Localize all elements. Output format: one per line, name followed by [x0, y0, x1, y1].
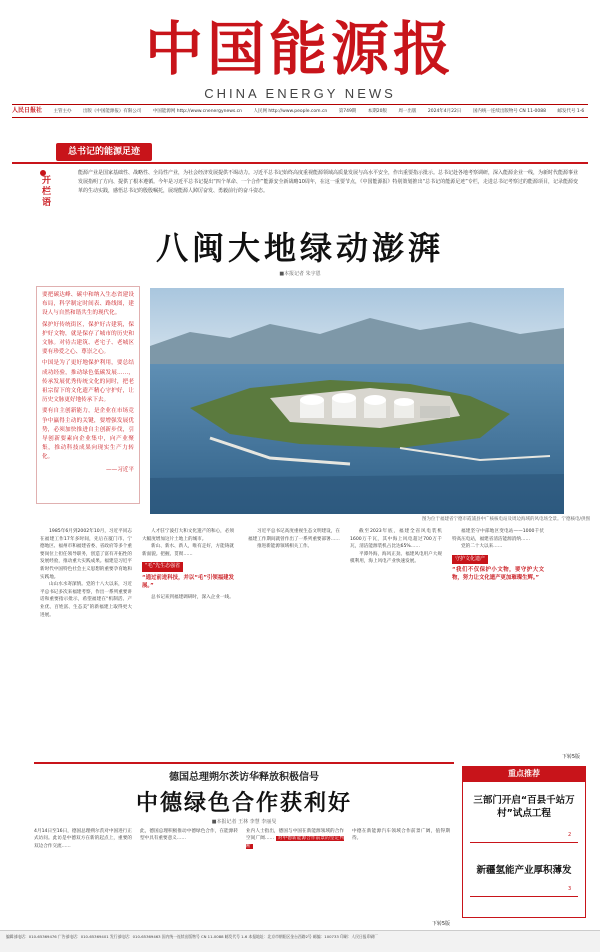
article-column-1 [40, 528, 132, 754]
pull-quote-tag: 守护文化遗产 [452, 555, 488, 565]
paragraph: 平潭外海，海风正劲。福建风电用户大规模利用，海上风电产业快速发展。 [350, 551, 442, 565]
info-item: 邮发代号 1-6 [557, 109, 585, 114]
quote-paragraph: 中国是为了更好地保护利用，要总结成功经验，推动绿色低碳发展……，传承发展优秀传统文化的同时，把老祖宗留下的文化遗产精心守护好，让历史文脉更好地传承下去。 [42, 360, 134, 404]
footer-info: 编辑部电话：010-65369476 广告部电话：010-65369401 发行部电话：010-65369463 国内统一连续出版物号 CN 11-0088 邮发代号 1-6 本报地址：北京市朝阳区金台西路2号 邮编：100733 印刷：人民日报印刷厂 [0, 930, 600, 952]
divider [34, 762, 454, 764]
paragraph: 业内人士指出，德国与中国在新能源领域的合作空间广阔…… [246, 829, 344, 842]
pull-quote-2 [452, 555, 544, 583]
pull-quote-text: “通过前进科技，并以“毛”引领福建发展。” [142, 574, 234, 589]
paragraph: 截至2023年底，福建全省风电装机1600万千瓦，其中海上风电超过700万千瓦，清洁能源装机占比达65%…… [350, 529, 442, 550]
newspaper-title: 中国能源报 [144, 15, 455, 83]
key-reading-page: 3 [568, 886, 572, 892]
article2-column-4: 中德在新能源汽车领域合作前景广阔，值得期待。 [352, 829, 450, 842]
info-item: 主管主办 [53, 109, 72, 114]
column-intro: 能源产业是国家基础性、战略性、全局性产业，为社会经济发展提供不竭动力。习近平总书记始终高度重视能源领域高质量发展与高水平安全，作出重要指示批示。总书记赴各地考察调研，深入能源企业一线，为新时代能源事业发展指明了方向、提供了根本遵循。今年是习近平总书记提出“四个革命、一个合作”能源安全新战略10周年，在这一重要节点，《中国能源报》特别策划推出“总书记的能源足迹”专栏，走进总书记考察过的能源项目，记录能源变革的生动实践，感悟总书记的殷殷嘱托，展现能源人踔厉奋发、勇毅前行的奋斗姿态。 [78, 170, 579, 194]
continued-link[interactable]: 下转5版 [431, 921, 450, 927]
article-headline: 八闽大地绿动澎湃 [155, 229, 444, 267]
paragraph: 新山、新水、新人，唯有走好，方能铸就新面貌。把握、贯彻…… [142, 544, 234, 557]
masthead-info-bar [12, 104, 588, 118]
photo-caption: 图为位于福建省宁德市霞浦县中广核核电站及周边海域的风电场全景。宁德核电/供图 [421, 517, 590, 522]
info-item: 第749期 [338, 109, 357, 114]
article2-byline: ■本报记者 王林 李慧 李丽旻 [211, 819, 277, 825]
paragraph: 山山水水寄深情。党的十八大以来，习近平总书记多次来福建考察，作出一系列重要讲话和重要指示批示，希望福建在“机制活、产业优、百姓富、生态美”的新福建上取得更大进展。 [40, 582, 132, 618]
paragraph: 福建坚守中部地区变电站——1000千伏特高压电站，福建省清洁能源消纳…… [452, 529, 544, 542]
info-item: 出版《中国能源报》有限公司 [82, 109, 142, 114]
paragraph: 习近平总书记高度重视生态文明建设，在福建工作期间就曾作出了一系列重要部署…… [248, 529, 340, 542]
key-reading-title: 重点推荐 [462, 766, 586, 782]
info-item: 2024年4月22日 [427, 109, 462, 114]
paragraph: 1985年6月到2002年10月，习近平同志在福建工作17年多时间，先后在厦门市、宁德地区、福州市和福建省委、省政府等多个重要岗位上担任领导职务，创造了富有开拓性的发展经验，推动重大实践成果。福建是习近平新时代中国特色社会主义思想的重要孕育地和实践地。 [40, 529, 132, 580]
divider [470, 842, 578, 843]
highlight-text: 对中德新能源合作前景的坚定判断 [246, 836, 344, 849]
paragraph: 推进新能源领域相关工作。 [257, 544, 313, 550]
quote-paragraph: 要有自主创新能力，是企业在市场竞争中赢得主动的关键，要增强发展优势，必须加快推进自主创新步伐，引导创新要素向企业集中，向产业聚集，推动科技成果向现实生产力转化。 [42, 408, 134, 461]
article2-column-3 [246, 828, 344, 918]
info-item: 周一出版 [398, 109, 417, 114]
article-byline: ■本报记者 朱宇恩 [279, 271, 321, 277]
pull-quote-1 [142, 562, 234, 590]
article-photo [150, 288, 564, 514]
article2-column-2: 此，德国总理积极推动中德绿色合作，在能源转型中具有重要意义…… [140, 829, 238, 842]
info-item: 本期20版 [367, 109, 387, 114]
article2-subheadline: 德国总理朔尔茨访华释放积极信号 [169, 772, 319, 783]
paragraph: 总书记来到福建调研时，深入企业一线。 [151, 594, 234, 600]
article-column-5 [452, 528, 544, 754]
nuclear-plant-aerial-photo [150, 288, 564, 514]
info-item: 国内统一连续出版物号 CN 11-0088 [472, 109, 547, 114]
paragraph: 党的二十大以来…… [461, 544, 503, 550]
opening-label: 开栏语 [42, 176, 52, 208]
divider [470, 896, 578, 897]
quote-paragraph: 保护好传统街区，保护好古建筑，保护好文物，就是保存了城市的历史和文脉。对待古建筑、老宅子、老城区要有珍爱之心、尊崇之心。 [42, 321, 134, 356]
quote-source: ——习近平 [106, 466, 134, 473]
key-reading-page: 2 [568, 832, 572, 838]
pull-quote-tag: “毛”先生态强省 [142, 562, 183, 572]
key-reading-item[interactable]: 三部门开启“百县千站万村”试点工程 [473, 795, 575, 819]
key-reading-item[interactable]: 新疆氢能产业厚积薄发 [476, 865, 572, 876]
article-column-2 [142, 528, 234, 754]
pull-quote-text: “我们不仅保护小文物，要守护大文物，努力让文化遗产更加璀璨生辉。” [452, 567, 544, 582]
info-item[interactable]: 中国能源网 http://www.cnenergynews.cn [152, 109, 243, 114]
people-daily-logo: 人民日报社 [12, 107, 43, 114]
quote-box [36, 286, 140, 504]
quote-paragraph: 要把碳达峰、碳中和纳入生态省建设布局，科学制定时间表、路线图，建设人与自然和谐共生的现代化。 [42, 292, 134, 317]
paragraph: 人才驻宁波打大和文化遗产的和心，必须大幅度增加这片土地上的城市。 [142, 529, 234, 542]
article2-column-1: 4月14日至16日，德国总理朔尔茨对中国进行正式访问。此访是中德双方在新的起点上，重要的双边合作交流…… [34, 829, 132, 849]
section-tag: 总书记的能源足迹 [56, 143, 152, 161]
info-item[interactable]: 人民网 http://www.people.com.cn [253, 109, 328, 114]
newspaper-title-en: CHINA ENERGY NEWS [204, 86, 396, 101]
article-column-3 [248, 528, 340, 754]
article-column-4 [350, 528, 442, 754]
continued-link[interactable]: 下转5版 [561, 754, 580, 760]
article2-headline: 中德绿色合作获利好 [135, 790, 352, 816]
